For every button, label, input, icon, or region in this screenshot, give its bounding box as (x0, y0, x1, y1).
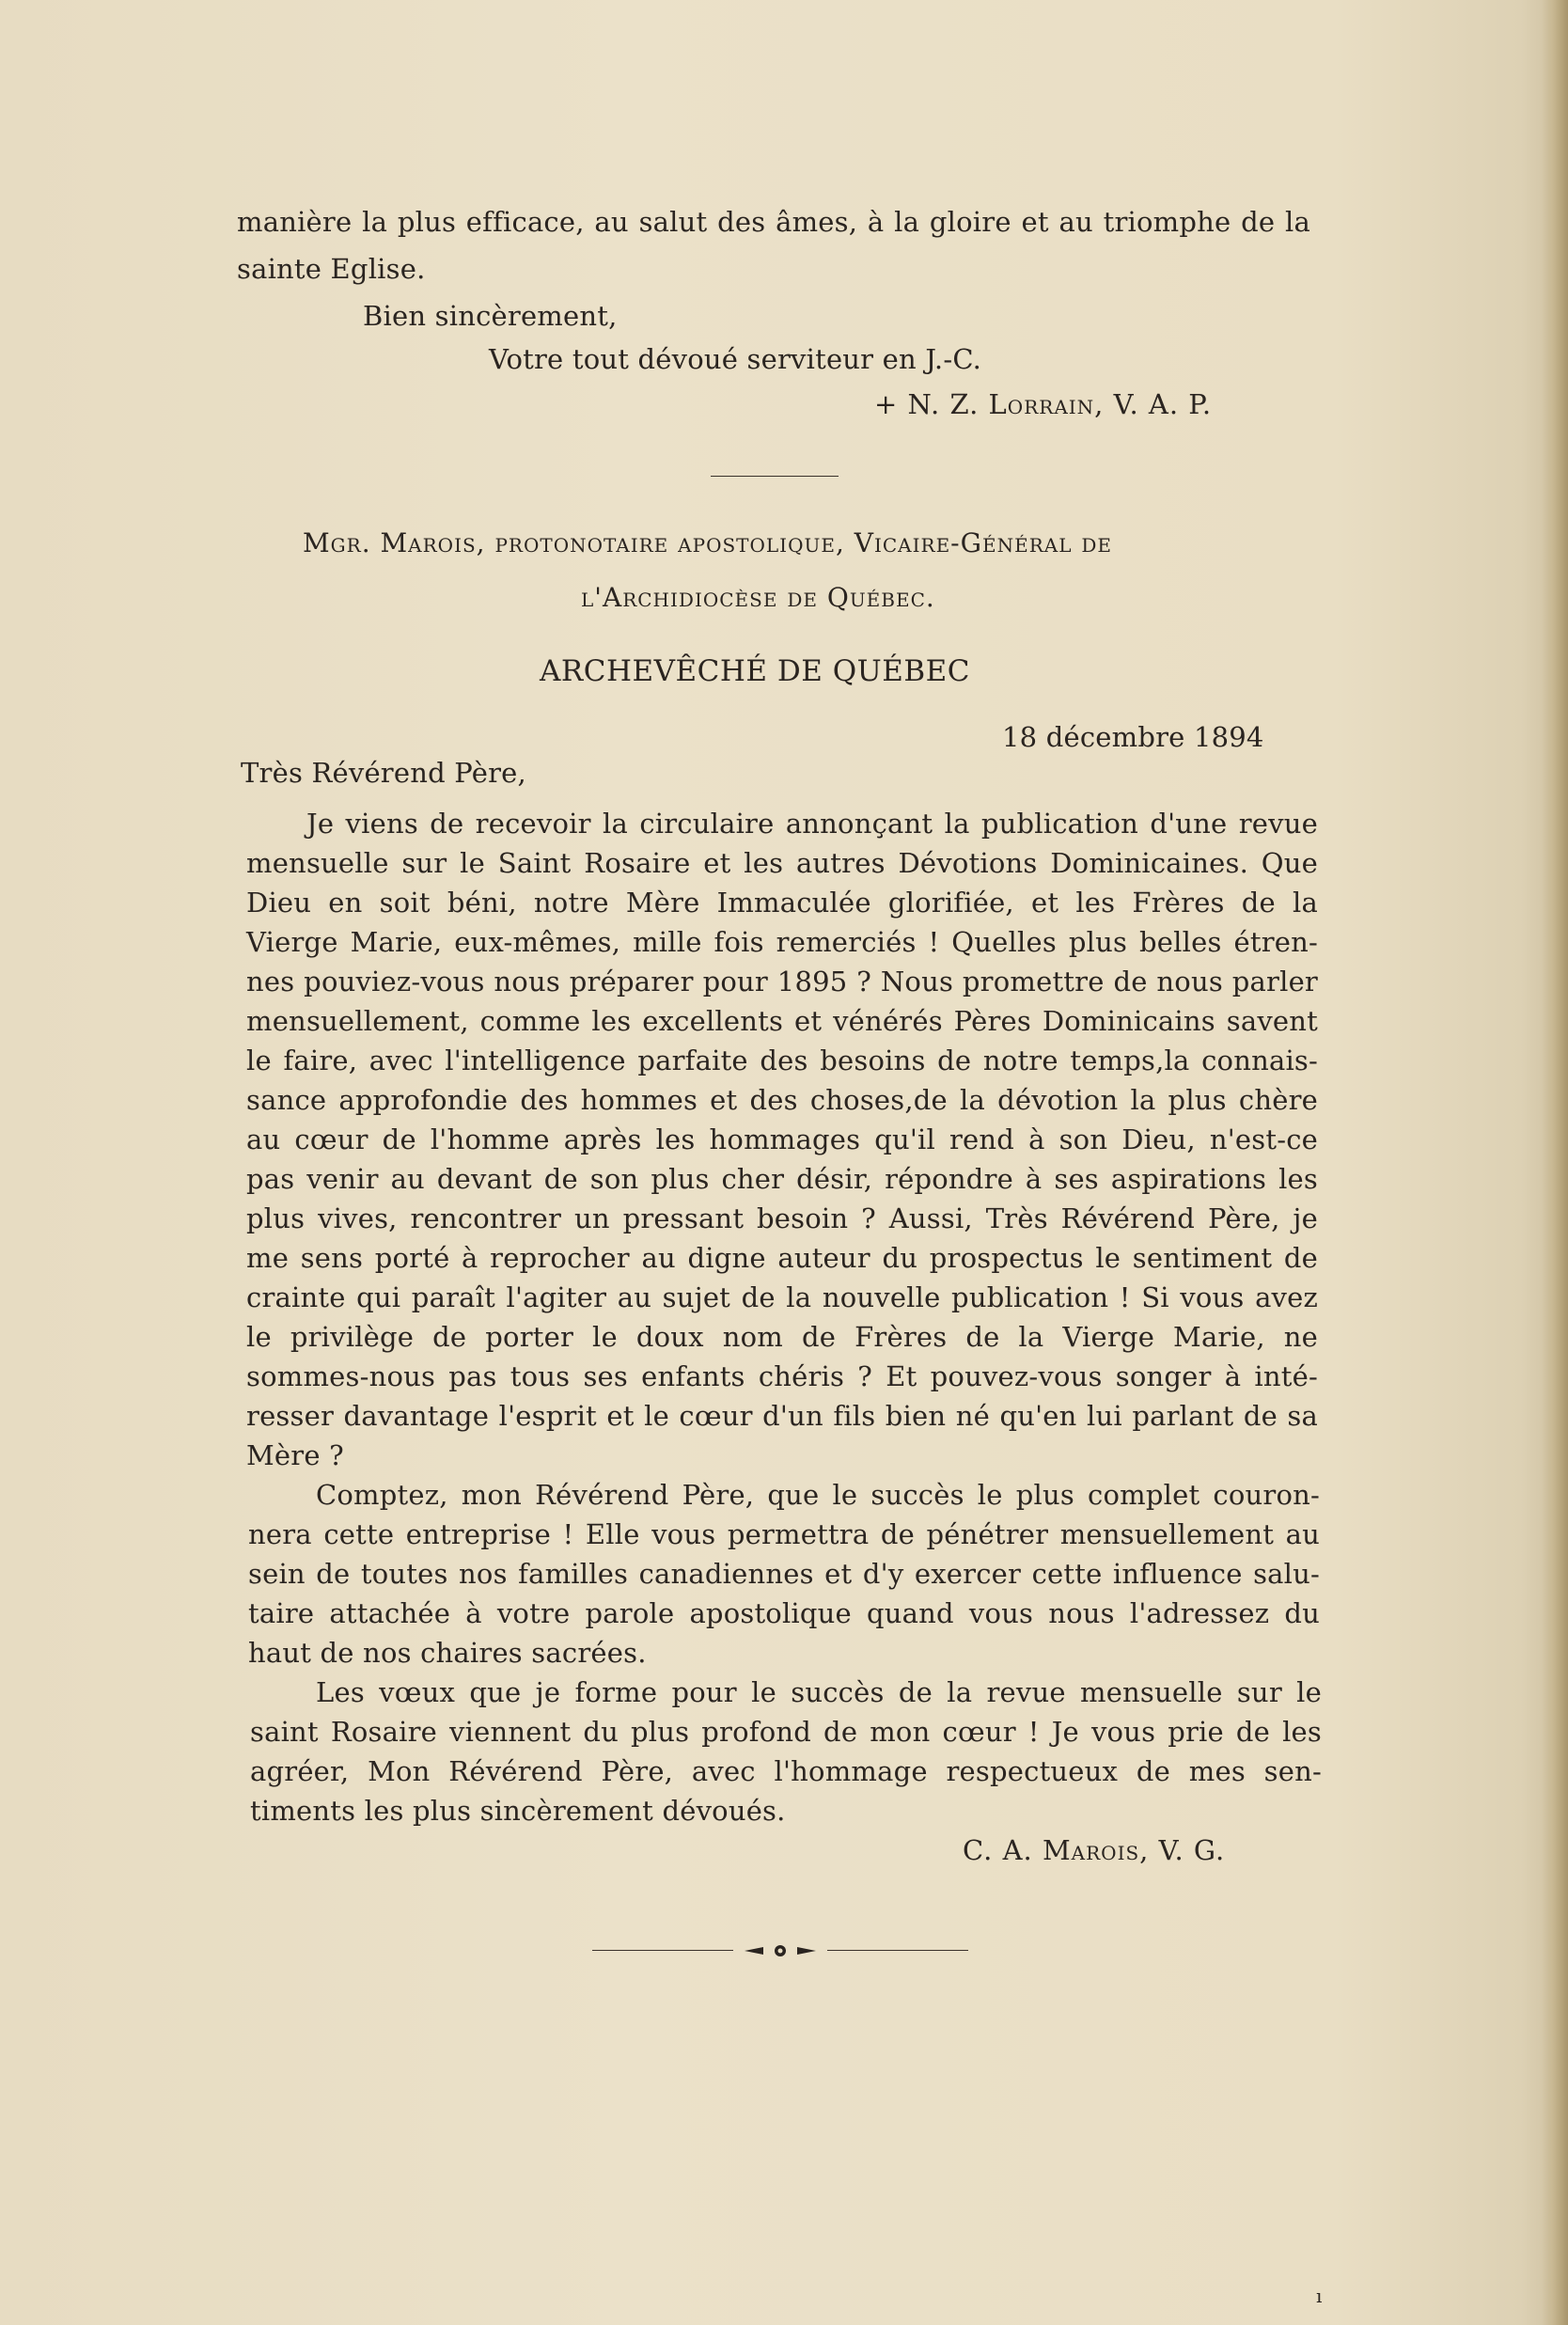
letter1-closing-line-2: sainte Eglise. (237, 253, 426, 285)
paragraph1-line-4: Vierge Marie, eux-mêmes, mille fois remerciés ! Quelles plus belles étren- (246, 926, 1318, 958)
ornament-flourish-icon (743, 1941, 818, 1960)
letter2-institution: ARCHEVÊCHÉ DE QUÉBEC (540, 654, 971, 688)
paragraph1-line-10: pas venir au devant de son plus cher désir, répondre à ses aspirations les (246, 1163, 1318, 1195)
letter2-salutation: Très Révérend Père, (241, 757, 526, 789)
ornament-left-line (592, 1950, 733, 1951)
paragraph1-line-5: nes pouviez-vous nous préparer pour 1895 ? Nous promettre de nous parler (246, 966, 1318, 998)
paragraph1-line-7: le faire, avec l'intelligence parfaite des besoins de notre temps,la connais- (246, 1045, 1318, 1076)
letter1-closing-line-1: manière la plus efficace, au salut des âmes, à la gloire et au triomphe de la (237, 206, 1310, 238)
paragraph1-line-8: sance approfondie des hommes et des choses,de la dévotion la plus chère (246, 1084, 1318, 1116)
paragraph1-line-2: mensuelle sur le Saint Rosaire et les autres Dévotions Dominicaines. Que (246, 847, 1318, 879)
letter2-heading-line-1: Mgr. Marois, protonotaire apostolique, Vicaire-Général de (303, 527, 1113, 558)
paragraph1-line-3: Dieu en soit béni, notre Mère Immaculée glorifiée, et les Frères de la (246, 887, 1318, 919)
paragraph1-line-12: me sens porté à reprocher au digne auteur du prospectus le sentiment de (246, 1242, 1318, 1274)
paragraph1-line-11: plus vives, rencontrer un pressant besoin ? Aussi, Très Révérend Père, je (246, 1202, 1318, 1234)
paragraph1-line-1: Je viens de recevoir la circulaire annonçant la publication d'une revue (306, 808, 1318, 840)
letter2-date: 18 décembre 1894 (1002, 721, 1264, 753)
paragraph2-line-5: haut de nos chaires sacrées. (248, 1637, 647, 1669)
letter1-signature: + N. Z. Lorrain, V. A. P. (874, 388, 1213, 420)
paragraph1-line-17: Mère ? (246, 1439, 344, 1471)
paragraph2-line-1: Comptez, mon Révérend Père, que le succès le plus complet couron- (316, 1479, 1320, 1511)
page-edge-shadow (1542, 0, 1568, 2325)
paragraph3-line-4: timents les plus sincèrement dévoués. (250, 1795, 786, 1827)
ornament-right-line (827, 1950, 968, 1951)
paragraph2-line-2: nera cette entreprise ! Elle vous permettra de pénétrer mensuellement au (248, 1518, 1320, 1550)
paragraph1-line-6: mensuellement, comme les excellents et vénérés Pères Dominicains savent (246, 1005, 1318, 1037)
footer-mark: ı (1316, 2285, 1323, 2307)
paragraph1-line-14: le privilège de porter le doux nom de Frères de la Vierge Marie, ne (246, 1321, 1318, 1353)
paragraph3-line-2: saint Rosaire viennent du plus profond de mon cœur ! Je vous prie de les (250, 1716, 1322, 1748)
paragraph1-line-15: sommes-nous pas tous ses enfants chéris ? Et pouvez-vous songer à inté- (246, 1360, 1318, 1392)
paragraph2-line-4: taire attachée à votre parole apostolique quand vous nous l'adressez du (248, 1597, 1320, 1629)
paragraph3-line-3: agréer, Mon Révérend Père, avec l'hommage respectueux de mes sen- (250, 1755, 1322, 1787)
section-divider (711, 476, 839, 477)
paragraph1-line-16: resser davantage l'esprit et le cœur d'un fils bien né qu'en lui parlant de sa (246, 1400, 1318, 1432)
letter2-heading-line-2: l'Archidiocèse de Québec. (581, 582, 935, 613)
ornamental-end-rule (592, 1940, 1006, 1962)
paragraph2-line-3: sein de toutes nos familles canadiennes et d'y exercer cette influence salu- (248, 1558, 1320, 1590)
letter1-valediction: Bien sincèrement, (363, 300, 618, 332)
letter2-signature: C. A. Marois, V. G. (963, 1834, 1226, 1866)
paragraph1-line-13: crainte qui paraît l'agiter au sujet de la nouvelle publication ! Si vous avez (246, 1281, 1318, 1313)
paragraph3-line-1: Les vœux que je forme pour le succès de la revue mensuelle sur le (316, 1676, 1322, 1708)
letter1-servant-line: Votre tout dévoué serviteur en J.-C. (489, 343, 982, 375)
paragraph1-line-9: au cœur de l'homme après les hommages qu'il rend à son Dieu, n'est-ce (246, 1123, 1318, 1155)
